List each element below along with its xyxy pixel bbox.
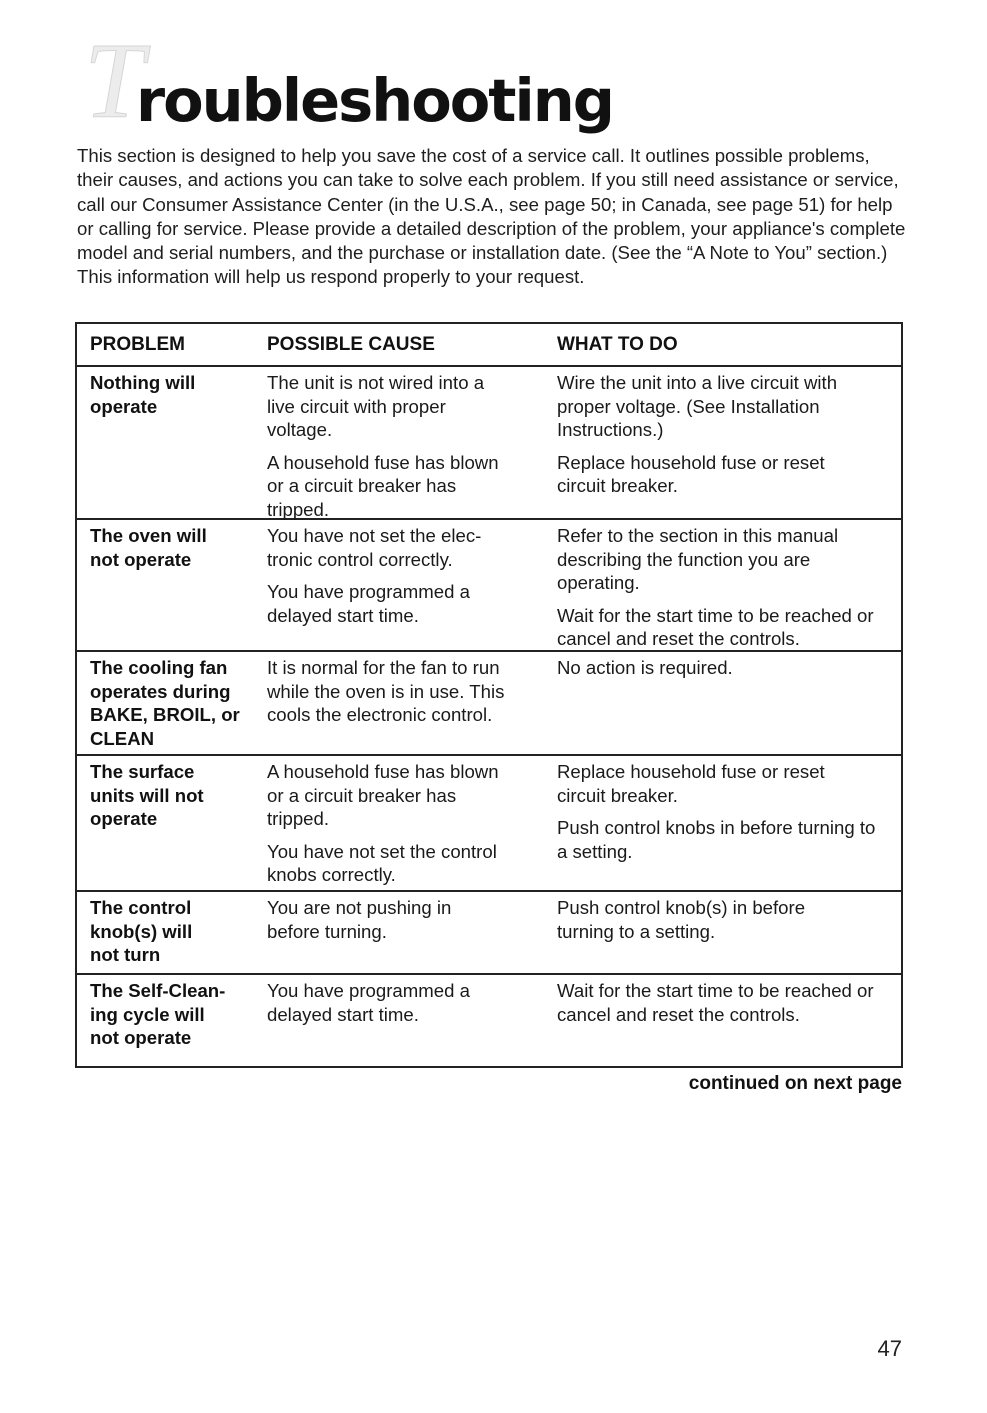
cause-text: You have not set the control knobs correctly. xyxy=(267,840,497,885)
intro-paragraph: This section is designed to help you save the cost of a service call. It outlines possible problems, their causes, and actions you can take to solve each problem. If you still need assistance or service, call our Consumer Assistance Center (in the U.S.A., see page 50; in Canada, see page 51) for help or calling for service. Please provide a detailed description of the problem, your appliance's complete model and serial numbers, and the purchase or installation date. (See the “A Note to You” section.) This information will help us respond properly to your request. xyxy=(77,145,906,288)
table-row xyxy=(77,650,901,754)
action-cell xyxy=(557,975,901,1066)
cause-text: You have not set the elec-tronic control correctly. xyxy=(267,525,482,570)
cause-text: You are not pushing in before turning. xyxy=(267,897,452,942)
title-decorative-initial: T xyxy=(84,22,145,141)
action-text: Replace household fuse or reset circuit breaker. xyxy=(557,761,825,806)
cause-cell xyxy=(267,367,557,518)
troubleshooting-table xyxy=(75,322,903,1068)
page-number: 47 xyxy=(877,1336,902,1361)
action-text: Refer to the section in this manual describing the function you are operating. xyxy=(557,525,839,593)
continued-note: continued on next page xyxy=(688,1073,902,1094)
cause-text: You have programmed a delayed start time. xyxy=(267,581,470,626)
table-row xyxy=(77,365,901,518)
problem-cell: The control knob(s) will not turn xyxy=(90,897,193,965)
problem-cell: The cooling fan operates during BAKE, BROIL, or CLEAN xyxy=(90,657,240,749)
problem-cell: Nothing will operate xyxy=(90,372,196,417)
action-text: Wire the unit into a live circuit with proper voltage. (See Installation Instructions.) xyxy=(557,372,838,440)
action-cell xyxy=(557,892,901,973)
cause-cell xyxy=(267,756,557,890)
cause-text: The unit is not wired into a live circuit with proper voltage. xyxy=(267,372,485,440)
cause-text: A household fuse has blown or a circuit breaker has tripped. xyxy=(267,451,499,520)
header-problem: PROBLEM xyxy=(90,333,185,355)
cause-text: A household fuse has blown or a circuit breaker has tripped. xyxy=(267,761,499,829)
cause-cell xyxy=(267,652,557,754)
action-text: No action is required. xyxy=(557,657,733,678)
table-row xyxy=(77,973,901,1066)
problem-cell: The surface units will not operate xyxy=(90,761,204,829)
cause-cell xyxy=(267,975,557,1066)
table-row xyxy=(77,754,901,890)
cause-text: You have programmed a delayed start time. xyxy=(267,980,470,1025)
table-header-row xyxy=(77,324,901,365)
action-text: Push control knob(s) in before turning to a setting. xyxy=(557,897,806,942)
action-cell xyxy=(557,652,901,754)
action-text: Wait for the start time to be reached or cancel and reset the controls. xyxy=(557,980,874,1025)
action-text: Wait for the start time to be reached or cancel and reset the controls. xyxy=(557,604,874,649)
cause-cell xyxy=(267,520,557,650)
cause-cell xyxy=(267,892,557,973)
action-cell xyxy=(557,367,901,518)
header-what-to-do: WHAT TO DO xyxy=(557,333,678,355)
action-cell xyxy=(557,520,901,650)
action-text: Push control knobs in before turning to a setting. xyxy=(557,817,876,862)
table-row xyxy=(77,518,901,650)
title-text: roubleshooting xyxy=(136,66,613,135)
problem-cell: The oven will not operate xyxy=(90,525,207,570)
cause-text: It is normal for the fan to run while the oven is in use. This cools the electronic control. xyxy=(267,657,505,725)
header-possible-cause: POSSIBLE CAUSE xyxy=(267,333,435,355)
problem-cell: The Self-Clean-ing cycle will not operate xyxy=(90,980,226,1048)
page-title xyxy=(84,22,684,141)
action-text: Replace household fuse or reset circuit breaker. xyxy=(557,451,825,496)
action-cell xyxy=(557,756,901,890)
table-row xyxy=(77,890,901,973)
